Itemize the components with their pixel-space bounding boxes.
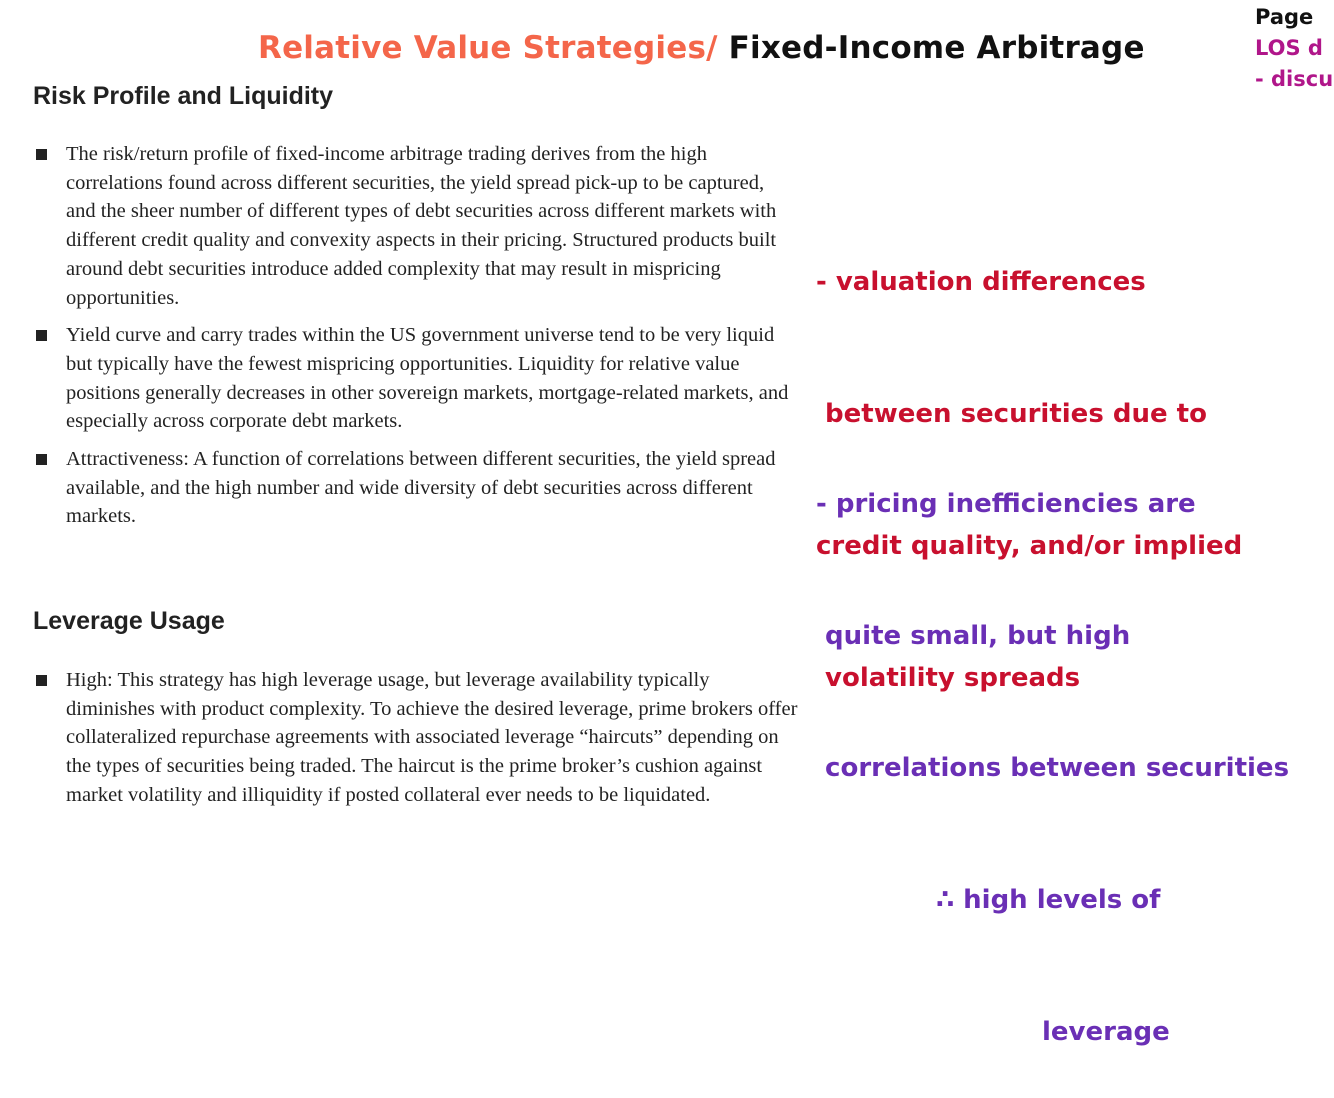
risk-profile-heading: Risk Profile and Liquidity <box>33 82 334 110</box>
note-line: quite small, but high <box>816 621 1131 651</box>
bullet-square-icon <box>36 149 47 160</box>
bullet-text: The risk/return profile of fixed-income arbitrage trading derives from the high correlations found across different securities, the yield spread pick-up to be captured, and the sheer number of different types of debt securities across different markets with different credit quality and convexity aspects in their pricing. Structured products built around debt securities introduce added complexity that may result in mispricing opportunities. <box>66 143 777 309</box>
los-label: LOS d <box>1255 36 1323 60</box>
list-item <box>33 445 798 531</box>
bullet-square-icon <box>36 330 47 341</box>
list-item <box>33 321 798 436</box>
bullet-text: High: This strategy has high leverage usage, but leverage availability typically diminishes with product complexity. To achieve the desired leverage, prime brokers offer collateralized repurchase agreements with associated leverage “haircuts” depending on the types of securities being traded. The haircut is the prime broker’s cushion against market volatility and illiquidity if posted collateral ever needs to be liquidated. <box>66 669 798 806</box>
risk-bullet-list <box>33 140 798 540</box>
note-line: correlations between securities <box>816 753 1290 783</box>
note-line: ∴ high levels of <box>936 885 1161 915</box>
list-item <box>33 140 798 312</box>
bullet-square-icon <box>36 454 47 465</box>
leverage-bullet-list <box>33 666 798 819</box>
leverage-usage-heading: Leverage Usage <box>33 607 225 635</box>
title-part-strategy: Relative Value Strategies/ <box>258 30 718 66</box>
note-line: volatility spreads <box>816 663 1081 693</box>
note-line: leverage <box>1042 1017 1170 1047</box>
note-line: - valuation differences <box>816 267 1146 297</box>
note-line: between securities due to <box>816 399 1207 429</box>
page-title <box>258 30 1145 66</box>
note-line: - pricing inefficiencies are <box>816 489 1196 519</box>
discuss-label: - discu <box>1255 67 1334 91</box>
bullet-text: Attractiveness: A function of correlations between different securities, the yield spread available, and the high number and wide diversity of debt securities across different markets. <box>66 448 776 528</box>
page-corner-note <box>1255 2 1334 95</box>
list-item <box>33 666 798 810</box>
bullet-text: Yield curve and carry trades within the US government universe tend to be very liquid but typically have the fewest mispricing opportunities. Liquidity for relative value positions generally decreases in other sovereign markets, mortgage-related markets, and especially across corporate debt markets. <box>66 324 789 433</box>
page-label: Page <box>1255 5 1314 29</box>
note-line: credit quality, and/or implied <box>816 531 1243 561</box>
title-part-arbitrage: Fixed-Income Arbitrage <box>728 30 1145 66</box>
bullet-square-icon <box>36 675 47 686</box>
handwritten-note-leverage <box>816 394 1289 1098</box>
